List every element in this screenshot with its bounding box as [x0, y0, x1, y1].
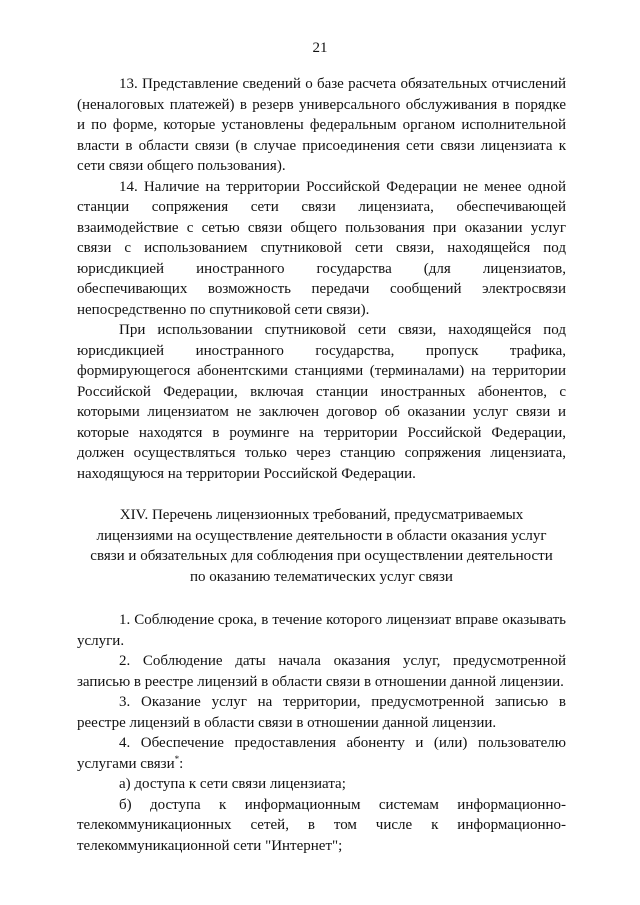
footnote-marker: * [174, 753, 180, 764]
document-body [77, 74, 566, 856]
paragraph-satellite-traffic: При использовании спутниковой сети связи, находящейся под юрисдикцией иностранного государства, пропуск трафика, формирующегося абонентскими станциями (терминалами) на территории Российской Федерации, включая станции иностранных абонентов, с которыми лицензиатом не заключен договор об оказании услуг связи и которые находятся в роуминге на территории Российской Федерации, должен осуществляться только через станцию сопряжения лицензиата, находящуюся на территории Российской Федерации. [77, 322, 566, 482]
section-heading-line: связи и обязательных для соблюдения при осуществлении деятельности [90, 548, 553, 564]
paragraph-14: 14. Наличие на территории Российской Федерации не менее одной станции сопряжения сети связи лицензиата, обеспечивающей взаимодействие с сетью связи общего пользования при оказании услуг связи с использованием спутниковой сети связи, находящейся под юрисдикцией иностранного государства (для лицензиатов, обеспечивающих возможность передачи сообщений электросвязи непосредственно по спутниковой сети связи). [77, 178, 566, 318]
requirement-4 [77, 733, 566, 774]
subitem-a: а) доступа к сети связи лицензиата; [119, 776, 346, 792]
requirement-1: 1. Соблюдение срока, в течение которого лицензиат вправе оказывать услуги. [77, 612, 566, 649]
section-heading-xiv [77, 505, 566, 587]
requirement-2: 2. Соблюдение даты начала оказания услуг, предусмотренной записью в реестре лицензий в области связи в отношении данной лицензии. [77, 653, 566, 690]
subitem-b: б) доступа к информационным системам информационно-телекоммуникационных сетей, в том числе к информационно-телекоммуникационной сети "Интернет"; [77, 796, 566, 854]
section-heading-line: по оказанию телематических услуг связи [190, 568, 453, 585]
section-heading-line: XIV. Перечень лицензионных требований, предусматриваемых [119, 507, 524, 523]
paragraph-13: 13. Представление сведений о базе расчета обязательных отчислений (неналоговых платежей) в резерв универсального обслуживания в порядке и по форме, которые установлены федеральным органом исполнительной власти в области связи (в случае присоединения сети связи лицензиата к сети связи общего пользования). [77, 76, 566, 174]
requirement-4-tail: : [179, 755, 184, 772]
section-heading-line: лицензиями на осуществление деятельности в области оказания услуг [96, 527, 547, 544]
page-number: 21 [312, 40, 328, 56]
requirement-4-text: 4. Обеспечение предоставления абоненту и (или) пользователю услугами связи [77, 735, 566, 772]
requirement-3: 3. Оказание услуг на территории, предусмотренной записью в реестре лицензий в области связи в отношении данной лицензии. [77, 694, 566, 731]
